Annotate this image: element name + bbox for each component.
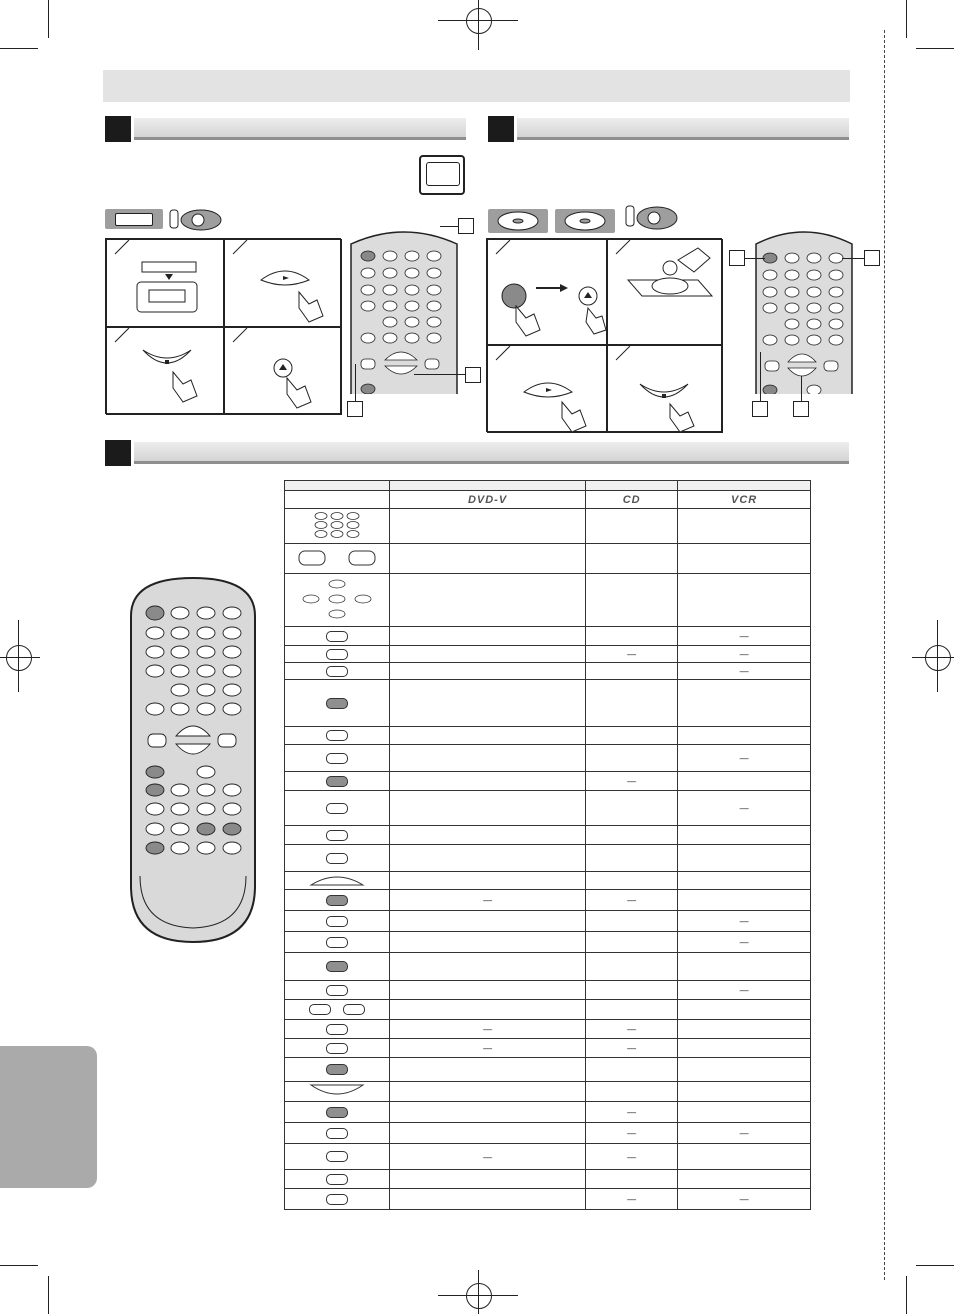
vcr-value: — <box>739 1128 749 1138</box>
cd-cell <box>586 1082 678 1102</box>
button-icon <box>326 1193 348 1203</box>
dvd-value: — <box>483 1151 493 1162</box>
vcr-value: — <box>739 937 749 947</box>
remote-illustration-b <box>752 226 856 394</box>
dvd-cell <box>390 1144 586 1170</box>
vcr-cell <box>678 1058 811 1082</box>
row-button-cell <box>285 1102 390 1123</box>
vcr-value: — <box>739 649 749 659</box>
table-row <box>285 1058 811 1082</box>
section-c-number <box>105 440 131 466</box>
vcr-cell <box>678 509 811 544</box>
dvd-cell <box>390 953 586 981</box>
vcr-cassette-icon <box>105 209 163 229</box>
vcr-cell <box>678 627 811 646</box>
grey-button-icon <box>326 697 348 707</box>
row-button-cell <box>285 727 390 745</box>
dvd-cell <box>390 791 586 826</box>
dvd-cell <box>390 627 586 646</box>
registration-mark-left <box>6 645 32 671</box>
vcr-cell <box>678 1144 811 1170</box>
vcr-cell <box>678 727 811 745</box>
crop-mark <box>48 0 49 38</box>
vcr-cell <box>678 911 811 932</box>
callout-box <box>458 218 474 234</box>
row-button-cell <box>285 845 390 872</box>
row-button-cell <box>285 1144 390 1170</box>
row-button-cell <box>285 1058 390 1082</box>
leader-line <box>760 352 761 401</box>
vcr-cell <box>678 872 811 890</box>
cd-value: — <box>627 776 637 786</box>
row-button-cell <box>285 953 390 981</box>
vcr-cell <box>678 1039 811 1058</box>
table-row <box>285 791 811 826</box>
dvd-cell <box>390 745 586 772</box>
dvd-logo <box>390 491 586 509</box>
vcr-step-4 <box>224 327 342 415</box>
dvd-cell <box>390 890 586 911</box>
tv-icon <box>419 155 465 195</box>
vcr-value: — <box>739 1194 749 1204</box>
table-row <box>285 727 811 745</box>
tape-icon <box>326 1151 348 1161</box>
eject-icon <box>326 829 348 839</box>
registration-line <box>937 620 938 692</box>
remote-control-large <box>128 576 258 946</box>
callout-box <box>347 401 363 417</box>
dvd-cell <box>390 1020 586 1039</box>
cd-cell <box>586 544 678 574</box>
table-header-cell <box>678 481 811 491</box>
cd-value: — <box>627 1043 637 1053</box>
crop-mark <box>916 48 954 49</box>
section-b-number <box>488 116 514 142</box>
skip-pair-icon <box>309 1004 366 1014</box>
button-icon <box>326 984 348 994</box>
dvd-cell <box>390 646 586 663</box>
cd-cell <box>586 627 678 646</box>
cd-cell <box>586 1102 678 1123</box>
dvd-value: — <box>483 1043 493 1053</box>
table-row <box>285 1144 811 1170</box>
callout-box <box>793 401 809 417</box>
cd-cell <box>586 911 678 932</box>
vcr-cell <box>678 1189 811 1210</box>
dvd-cell <box>390 845 586 872</box>
row-button-cell <box>285 680 390 727</box>
vcr-cell <box>678 791 811 826</box>
dvd-value: — <box>483 1024 493 1034</box>
row-button-cell <box>285 981 390 1000</box>
table-row <box>285 932 811 953</box>
row-button-cell <box>285 745 390 772</box>
table-row <box>285 872 811 890</box>
vcr-cell <box>678 826 811 845</box>
vcr-cell <box>678 845 811 872</box>
leader-line <box>745 258 765 259</box>
button-icon <box>326 915 348 925</box>
section-side-tab <box>0 1046 97 1188</box>
callout-box <box>752 401 768 417</box>
cd-value: — <box>627 1107 637 1117</box>
disc-icon <box>488 209 548 233</box>
leader-line <box>440 226 458 227</box>
cd-cell <box>586 953 678 981</box>
crop-mark <box>906 0 907 38</box>
disc-icon <box>168 208 222 232</box>
leader-line <box>801 376 802 401</box>
table-header-row <box>285 481 811 491</box>
cd-value: — <box>627 1024 637 1034</box>
cd-value: — <box>627 895 637 905</box>
cd-cell <box>586 1020 678 1039</box>
row-button-cell <box>285 1189 390 1210</box>
cd-cell <box>586 772 678 791</box>
table-row <box>285 1020 811 1039</box>
table-row <box>285 772 811 791</box>
row-button-cell <box>285 1000 390 1020</box>
row-button-cell <box>285 1082 390 1102</box>
cd-cell <box>586 1039 678 1058</box>
row-button-cell <box>285 646 390 663</box>
table-row <box>285 745 811 772</box>
vcr-cell <box>678 745 811 772</box>
dvd-cell <box>390 911 586 932</box>
vcr-cell <box>678 1123 811 1144</box>
cd-cell <box>586 646 678 663</box>
table-row <box>285 981 811 1000</box>
leader-line <box>414 374 465 375</box>
row-button-cell <box>285 509 390 544</box>
dvd-logo-text: DVD-V <box>467 493 508 506</box>
table-row <box>285 1082 811 1102</box>
cd-cell <box>586 574 678 627</box>
row-button-cell <box>285 663 390 680</box>
disc-step-3 <box>487 345 607 433</box>
cut-line <box>884 30 885 1280</box>
row-button-cell <box>285 544 390 574</box>
grey-button-icon <box>326 894 348 904</box>
table-corner-cell <box>285 491 390 509</box>
dvd-cell <box>390 1039 586 1058</box>
vcr-value: — <box>739 753 749 763</box>
vcr-cell <box>678 1170 811 1189</box>
dvd-cell <box>390 1123 586 1144</box>
record-icon <box>326 752 348 762</box>
cd-cell <box>586 1000 678 1020</box>
table-row <box>285 627 811 646</box>
grey-button-icon <box>326 961 348 971</box>
disc-icon <box>624 204 678 232</box>
row-button-cell <box>285 1020 390 1039</box>
remote-illustration-a <box>345 226 463 394</box>
table-header-cell <box>586 481 678 491</box>
cd-cell <box>586 727 678 745</box>
table-row <box>285 680 811 727</box>
cd-cell <box>586 1189 678 1210</box>
dvd-cell <box>390 872 586 890</box>
cd-cell <box>586 890 678 911</box>
vcr-cell <box>678 1020 811 1039</box>
registration-mark-bottom <box>466 1283 492 1309</box>
cd-cell <box>586 1058 678 1082</box>
cd-cell <box>586 1144 678 1170</box>
disc-step-1 <box>487 239 607 345</box>
vcr-cell <box>678 680 811 727</box>
vcr-step-2 <box>224 239 342 327</box>
cd-cell <box>586 663 678 680</box>
vcr-logo-text: VCR <box>730 493 758 506</box>
table-row <box>285 663 811 680</box>
vcr-step-1 <box>106 239 224 327</box>
disc-step-4 <box>607 345 723 433</box>
cd-value: — <box>627 1194 637 1204</box>
dvd-cell <box>390 1058 586 1082</box>
vcr-logo <box>678 491 811 509</box>
section-c-bar <box>134 442 849 464</box>
table-row <box>285 911 811 932</box>
row-button-cell <box>285 1039 390 1058</box>
disc-steps-grid <box>486 238 722 432</box>
row-button-cell <box>285 911 390 932</box>
table-header-cell <box>285 481 390 491</box>
vcr-cell <box>678 1082 811 1102</box>
disc-step-2 <box>607 239 723 345</box>
registration-line <box>18 620 19 692</box>
vcr-cell <box>678 772 811 791</box>
arrow-pad-icon <box>297 614 377 624</box>
return-icon <box>326 936 348 946</box>
table-row <box>285 890 811 911</box>
leader-line <box>355 364 356 401</box>
table-row <box>285 1123 811 1144</box>
grey-button-icon <box>326 775 348 785</box>
cd-cell <box>586 981 678 1000</box>
table-row <box>285 1039 811 1058</box>
table-row <box>285 509 811 544</box>
slow-icon <box>326 1023 348 1033</box>
dvd-cell <box>390 574 586 627</box>
dvd-cell <box>390 680 586 727</box>
cd-cell <box>586 1170 678 1189</box>
vcr-value: — <box>739 985 749 995</box>
table-row <box>285 646 811 663</box>
rewind-forward-icon <box>297 560 377 570</box>
vcr-cell <box>678 646 811 663</box>
button-icon <box>326 1127 348 1137</box>
crop-mark <box>0 1265 38 1266</box>
row-button-cell <box>285 1170 390 1189</box>
crop-mark <box>0 48 38 49</box>
cd-logo <box>586 491 678 509</box>
cd-cell <box>586 1123 678 1144</box>
table-row <box>285 1189 811 1210</box>
registration-line <box>912 657 954 658</box>
section-b-bar <box>517 118 849 140</box>
callout-box <box>729 250 745 266</box>
dvd-value: — <box>483 895 493 905</box>
disc-icon <box>555 209 615 233</box>
crop-mark <box>48 1276 49 1314</box>
vcr-value: — <box>739 916 749 926</box>
cd-cell <box>586 509 678 544</box>
section-a-number <box>105 116 131 142</box>
dvd-cell <box>390 727 586 745</box>
registration-line <box>478 1270 479 1314</box>
cd-cell <box>586 845 678 872</box>
table-row <box>285 1170 811 1189</box>
callout-box <box>465 367 481 383</box>
number-keypad-icon <box>312 531 362 541</box>
section-a-bar <box>134 118 466 140</box>
cd-value: — <box>627 1128 637 1138</box>
vcr-cell <box>678 981 811 1000</box>
dvd-cell <box>390 981 586 1000</box>
remote-functions-table <box>284 480 811 1210</box>
vcr-cell <box>678 932 811 953</box>
table-row <box>285 574 811 627</box>
dvd-cell <box>390 1082 586 1102</box>
registration-line <box>0 657 40 658</box>
row-button-cell <box>285 574 390 627</box>
row-button-cell <box>285 932 390 953</box>
button-icon <box>326 1042 348 1052</box>
dvd-cell <box>390 663 586 680</box>
table-row <box>285 826 811 845</box>
table-header-cell <box>390 481 586 491</box>
registration-line <box>478 0 479 50</box>
leader-line <box>842 258 864 259</box>
cd-logo-text: CD <box>622 493 641 506</box>
vcr-cell <box>678 544 811 574</box>
play-icon <box>307 879 367 889</box>
table-row <box>285 1000 811 1020</box>
cd-value: — <box>627 649 637 659</box>
dvd-cell <box>390 1189 586 1210</box>
button-icon <box>326 648 348 658</box>
button-icon <box>326 1173 348 1183</box>
skip-icon <box>326 665 348 675</box>
vcr-cell <box>678 953 811 981</box>
table-row <box>285 953 811 981</box>
crop-mark <box>916 1265 954 1266</box>
table-row <box>285 845 811 872</box>
vcr-cell <box>678 890 811 911</box>
cd-value: — <box>627 1151 637 1162</box>
row-button-cell <box>285 791 390 826</box>
row-button-cell <box>285 1123 390 1144</box>
vcr-step-3 <box>106 327 224 415</box>
vcr-value: — <box>739 631 749 641</box>
vcr-cell <box>678 574 811 627</box>
dvd-cell <box>390 1170 586 1189</box>
row-button-cell <box>285 872 390 890</box>
grey-button-icon <box>326 1106 348 1116</box>
pause-icon <box>326 852 348 862</box>
button-icon <box>326 802 348 812</box>
row-button-cell <box>285 826 390 845</box>
dvd-cell <box>390 1102 586 1123</box>
row-button-cell <box>285 772 390 791</box>
cd-cell <box>586 872 678 890</box>
registration-mark-top <box>466 8 492 34</box>
vcr-value: — <box>739 803 749 813</box>
button-icon <box>326 630 348 640</box>
cd-cell <box>586 745 678 772</box>
vcr-cell <box>678 663 811 680</box>
cd-cell <box>586 791 678 826</box>
cd-cell <box>586 932 678 953</box>
dvd-cell <box>390 544 586 574</box>
callout-box <box>864 250 880 266</box>
cd-cell <box>586 826 678 845</box>
vcr-cell <box>678 1000 811 1020</box>
dvd-cell <box>390 932 586 953</box>
crop-mark <box>906 1276 907 1314</box>
table-row <box>285 544 811 574</box>
dvd-cell <box>390 772 586 791</box>
dvd-cell <box>390 509 586 544</box>
stop-wide-icon <box>307 1091 367 1101</box>
dvd-cell <box>390 826 586 845</box>
row-button-cell <box>285 627 390 646</box>
registration-mark-right <box>925 645 951 671</box>
table-logo-row <box>285 491 811 509</box>
dvd-cell <box>390 1000 586 1020</box>
vcr-cell <box>678 1102 811 1123</box>
cd-cell <box>586 680 678 727</box>
page-title-bar <box>103 70 850 102</box>
grey-round-icon <box>326 1064 348 1074</box>
vcr-steps-grid <box>105 238 341 414</box>
vcr-value: — <box>739 666 749 676</box>
row-button-cell <box>285 890 390 911</box>
stop-icon <box>326 730 348 740</box>
table-row <box>285 1102 811 1123</box>
